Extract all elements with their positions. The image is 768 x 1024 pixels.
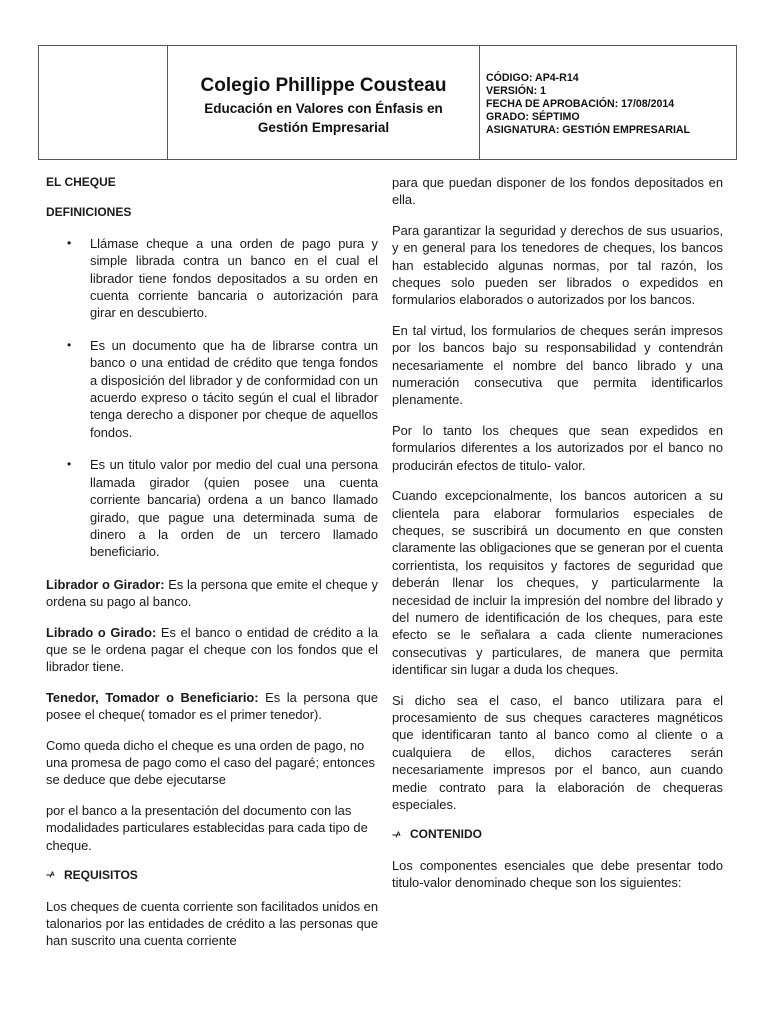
left-column (46, 174, 378, 963)
paragraph: Como queda dicho el cheque es una orden de pago, no una promesa de pago como el caso del pagaré; entonces se deduce que debe ejecutarse (46, 737, 375, 788)
meta-code: CÓDIGO: AP4-R14 (486, 72, 579, 84)
meta-subject: ASIGNATURA: GESTIÓN EMPRESARIAL (486, 124, 691, 136)
bullet-icon: • (67, 457, 72, 472)
paragraph: Los componentes esenciales que debe presentar todo titulo-valor denominado cheque son los siguientes: (392, 857, 723, 891)
contenido-heading-row (392, 826, 723, 844)
paragraph: Los cheques de cuenta corriente son facilitados unidos en talonarios por las entidades de crédito a las personas que han suscrito una cuenta corriente (46, 898, 378, 949)
document-header (38, 45, 737, 160)
paragraph: Por lo tanto los cheques que sean expedidos en formularios diferentes a los autorizados por el banco no producirán efectos de titulo- valor. (392, 422, 723, 473)
bullet-icon: • (67, 337, 72, 352)
meta-grade: GRADO: SÉPTIMO (486, 111, 580, 123)
right-column (392, 174, 723, 905)
list-item: • Llámase cheque a una orden de pago pura y simple librada contra un banco en el cual el librador tiene fondos depositados a su orden en cuenta corriente bancaria o autorización para girar en descubierto. (67, 235, 378, 321)
document-meta (480, 46, 736, 159)
paragraph: para que puedan disponer de los fondos depositados en ella. (392, 175, 723, 208)
librador-definition: Librador o Girador: Es la persona que emite el cheque y ordena su pago al banco. (46, 576, 378, 610)
header-title-cell (168, 46, 480, 159)
definitions-heading: DEFINICIONES (46, 205, 132, 220)
paragraph: por el banco a la presentación del documento con las modalidades particulares establecidas para cada tipo de cheque. (46, 802, 368, 853)
bullet-icon: • (67, 235, 72, 250)
definitions-list (46, 235, 378, 561)
requisitos-heading: REQUISITOS (64, 868, 138, 882)
meta-approval-date: FECHA DE APROBACIÓN: 17/08/2014 (486, 98, 675, 110)
section-arrow-icon: ¬ᴬ (46, 870, 54, 881)
list-item: • Es un titulo valor por medio del cual una persona llamada girador (quien posee una cuenta corriente bancaria) ordena a un banco llamado girado, que pague una determinada suma de dinero a la orden de un tercero llamado beneficiario. (67, 457, 378, 560)
paragraph: Para garantizar la seguridad y derechos de sus usuarios, y en general para los tenedores de cheques, los bancos han establecido algunas normas, por tal razón, los cheques solo pueden ser librados o expedidos en formularios elaborados o autorizados por los bancos. (392, 222, 723, 308)
tenedor-definition: Tenedor, Tomador o Beneficiario: Es la persona que posee el cheque( tomador es el primer tenedor). (46, 689, 378, 723)
paragraph: Si dicho sea el caso, el banco utilizara para el procesamiento de sus cheques caracteres magnéticos que identificaran tanto al banco como al cliente o a cualquiera de ellos, dichos caracteres serán necesariamente impresos por el banco, aun cuando medie contrato para la elaboración de chequeras especiales. (392, 692, 723, 812)
section-arrow-icon: ¬ᴬ (392, 829, 400, 840)
requisitos-heading-row (46, 867, 378, 885)
paragraph: En tal virtud, los formularios de cheques serán impresos por los bancos bajo su responsabilidad y contendrán necesariamente el nombre del banco librado y una numeración consecutiva que permita identificarlos plenamente. (392, 322, 723, 408)
doc-title: EL CHEQUE (46, 175, 116, 189)
paragraph: Cuando excepcionalmente, los bancos autoricen a su clientela para elaborar formularios especiales de cheques, se suscribirá un documento en que consten claramente las obligaciones que se generan por el cuenta corrientista, los requisitos y factores de seguridad que deberán llenar los cheques, y particularmente la necesidad de incluir la impresión del nombre del librado y del numero de identificación de los cheques, para este efecto se le señalara a cada cliente numeraciones consecutivas y particulares, de manera que permita identificar sin lugar a duda los cheques. (392, 488, 723, 678)
school-subtitle: Educación en Valores con Énfasis en Gestión Empresarial (204, 100, 443, 135)
librado-definition: Librado o Girado: Es el banco o entidad de crédito a la que se le ordena pagar el cheque con los fondos que el librador tiene. (46, 624, 379, 675)
list-item: • Es un documento que ha de librarse contra un banco o una entidad de crédito que tenga fondos a disposición del librador y de conformidad con un acuerdo expreso o tácito según el cual el librador tenga derecho a disponer por cheque de aquellos fondos. (67, 337, 378, 440)
contenido-heading: CONTENIDO (410, 827, 482, 842)
school-name: Colegio Phillippe Cousteau (200, 74, 447, 96)
meta-version: VERSIÓN: 1 (486, 85, 547, 97)
logo-cell (39, 46, 168, 159)
